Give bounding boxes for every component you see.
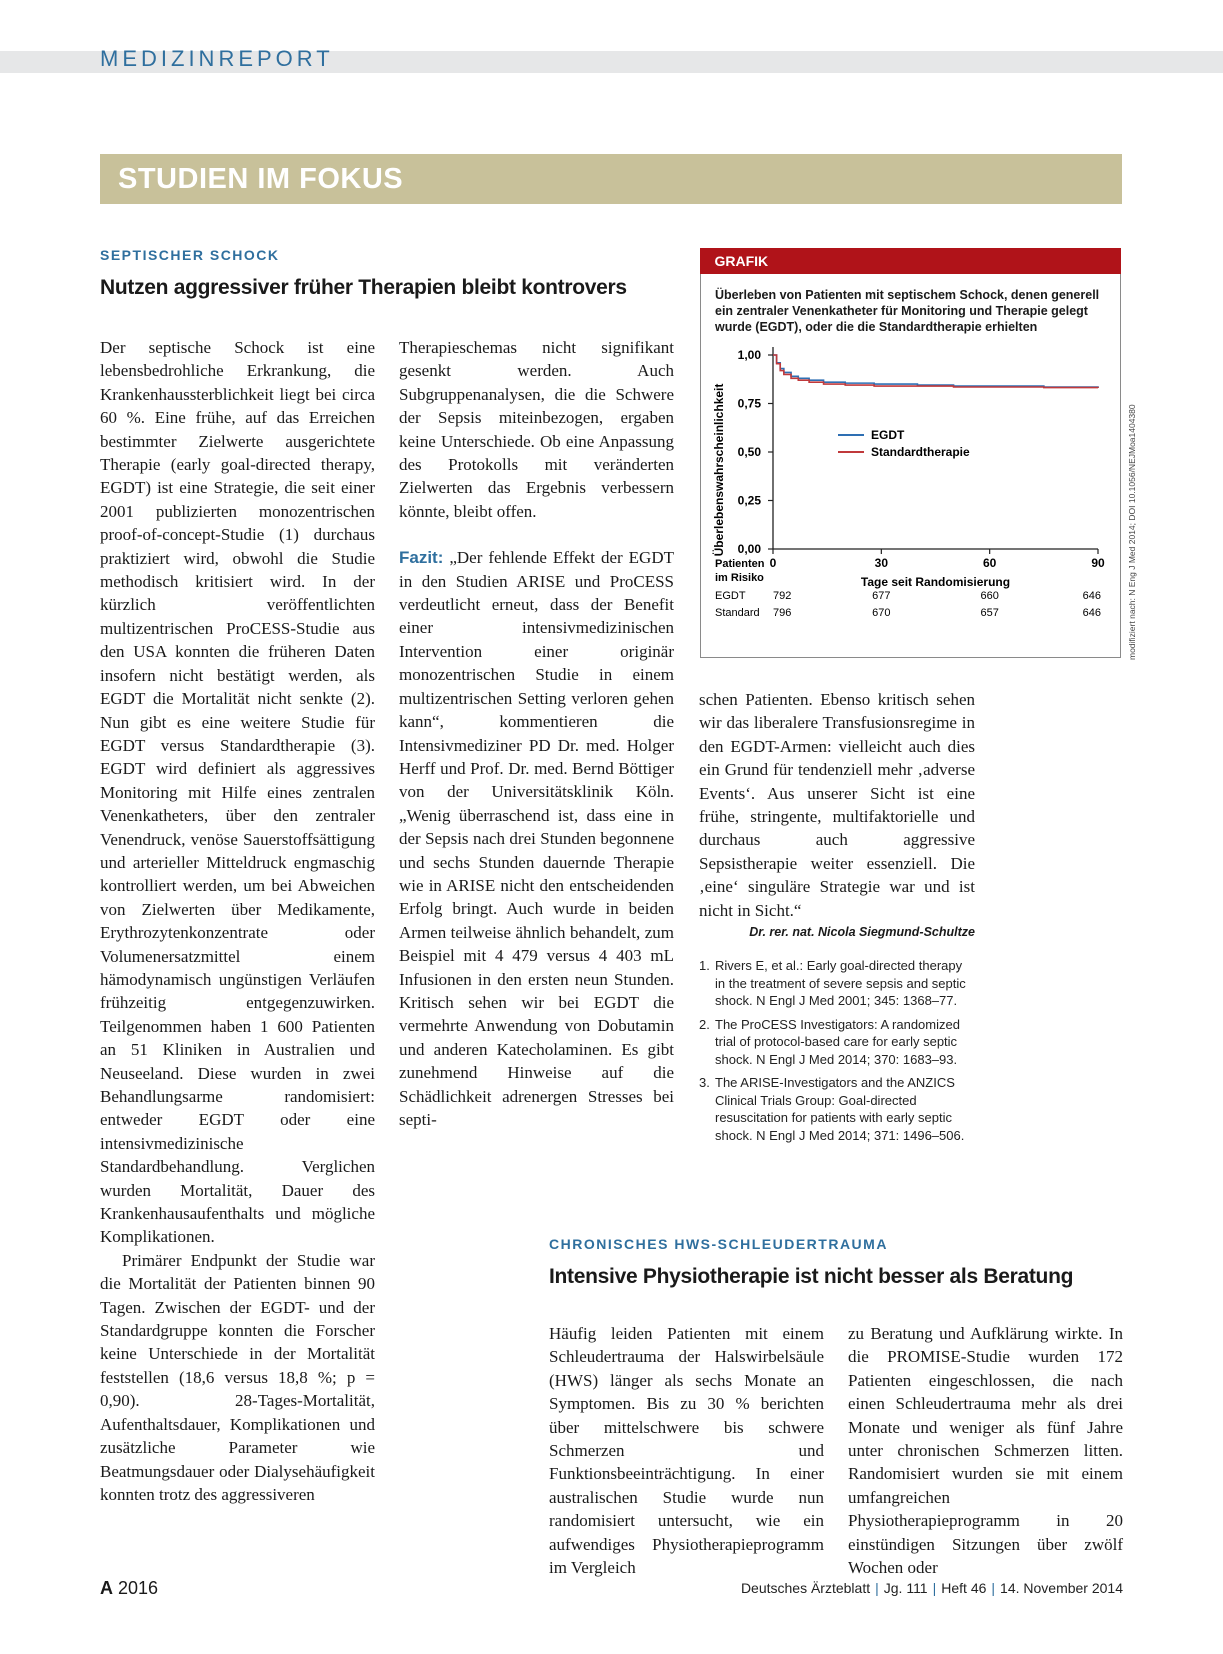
article1-paragraph: Primärer Endpunkt der Studie war die Mortalität der Patienten binnen 90 Tagen. Zwischen der EGDT- und der Standardgruppe konnten die Forscher keine Unterschiede in der Mortalität feststellen (18,6 versus 18,8 %; p = 0,90). 28-Tages-Mortalität, Aufenthaltsdauer, Komplikationen und zusätzliche Parameter wie Beatmungsdauer oder Dialysehäufigkeit konnten trotz des aggressiveren: [100, 1250, 375, 1504]
article1-kicker: SEPTISCHER SCHOCK: [100, 247, 280, 263]
date: 14. November 2014: [1000, 1580, 1123, 1596]
article1-paragraph: schen Patienten. Ebenso kritisch sehen wir das liberalere Transfusionsregime in den EGDT-Armen: vielleicht auch dies ein Grund für tendenziell mehr ‚adverse Events‘. Aus unserer Sicht ist eine frühe, stringente, multifaktorielle und durchaus auch aggressive Sepsistherapie weiter essenziell. Die ‚eine‘ singuläre Strategie war und ist nicht in Sicht.“: [699, 690, 975, 920]
x-tick-label: 60: [982, 556, 997, 570]
y-axis-label: Überlebenswahrscheinlichkeit: [712, 383, 726, 557]
y-tick-label: 0,50: [737, 445, 761, 459]
article2-kicker: CHRONISCHES HWS-SCHLEUDERTRAUMA: [549, 1236, 888, 1252]
risk-row-label: Standard: [715, 607, 760, 619]
article2-headline: Intensive Physiotherapie ist nicht besser als Beratung: [549, 1265, 1074, 1288]
risk-value: 657: [980, 607, 999, 619]
article1-headline: Nutzen aggressiver früher Therapien bleibt kontrovers: [100, 276, 627, 299]
article2-paragraph: zu Beratung und Aufklärung wirkte. In die PROMISE-Studie wurden 172 Patienten eingeschlossen, die nach einen Schleudertrauma mehr als drei Monate und weniger als fünf Jahre unter chronischen Schmerzen litten. Randomisiert wurden sie mit einem umfangreichen Physiotherapieprogramm in 20 einstündigen Sitzungen über zwölf Wochen oder: [848, 1324, 1123, 1578]
risk-table-title: Patienten: [715, 558, 765, 570]
reference-number: 2.: [699, 1016, 710, 1032]
section-label: MEDIZINREPORT: [100, 46, 334, 71]
author: Dr. rer. nat. Nicola Siegmund-Schultze: [749, 925, 975, 940]
reference-text: Rivers E, et al.: Early goal-directed therapy in the treatment of severe sepsis and septic shock. N Engl J Med 2001; 345: 1368–77.: [715, 958, 966, 1009]
grafik-credit: modifiziert nach: N Eng J Med 2014; DOI 10.1056/NEJMoa1404380: [1127, 404, 1137, 660]
legend-label: Standardtherapie: [871, 445, 970, 459]
risk-value: 670: [872, 607, 891, 619]
risk-value: 792: [773, 590, 792, 602]
issue: Heft 46: [941, 1580, 987, 1596]
article1-paragraph: Therapieschemas nicht signifikant gesenkt werden. Auch Subgruppenanalysen, die die Schwere der Sepsis miteinbezogen, ergaben keine Unterschiede. Ob eine Anpassung des Protokolls mit veränderten Zielwerten das Ergebnis verbessern könnte, bleibt offen.: [399, 338, 674, 521]
grafik-box: [700, 248, 1121, 658]
x-tick-label: 90: [1091, 556, 1105, 570]
risk-row-label: EGDT: [715, 590, 746, 602]
y-tick-label: 0,75: [737, 396, 761, 411]
page-number: [100, 1578, 158, 1599]
page-number-value: 2016: [118, 1578, 159, 1598]
reference-item: [699, 957, 975, 1010]
footer-info: Deutsches Ärzteblatt | Jg. 111 | Heft 46 | 14. November 2014: [740, 1580, 1123, 1596]
risk-value: 796: [773, 607, 792, 619]
x-axis-label: Tage seit Randomisierung: [860, 575, 1011, 589]
article2-column-2: [848, 1322, 1123, 1579]
article1-fazit-paragraph: [399, 546, 674, 1131]
grafik-header: GRAFIK: [700, 248, 1121, 274]
volume: Jg. 111: [883, 1580, 928, 1596]
article2-column-1: [549, 1322, 824, 1579]
banner: [100, 154, 1122, 204]
x-tick-label: 0: [769, 556, 777, 570]
reference-item: [699, 1074, 975, 1144]
y-tick-label: 1,00: [737, 348, 761, 362]
article1-column-1: [100, 336, 375, 1506]
series-line-standardtherapie: [773, 355, 1098, 388]
risk-value: 677: [872, 590, 891, 602]
article1-column-2: [399, 336, 674, 1131]
page-prefix: A: [100, 1578, 113, 1598]
y-tick-label: 0,00: [737, 542, 761, 556]
article1-column-3: [699, 688, 975, 1150]
fazit-label: Fazit:: [399, 548, 444, 568]
legend-label: EGDT: [871, 428, 905, 442]
y-tick-label: 0,25: [737, 493, 761, 508]
reference-number: 1.: [699, 958, 710, 974]
x-tick-label: 30: [874, 556, 889, 570]
references-list: [699, 957, 975, 1144]
reference-number: 3.: [699, 1075, 710, 1091]
banner-title: STUDIEN IM FOKUS: [118, 163, 404, 195]
reference-text: The ProCESS Investigators: A randomized trial of protocol-based care for early septic shock. N Engl J Med 2014; 370: 1683–93.: [715, 1016, 960, 1067]
survival-chart: [701, 249, 1122, 659]
journal-name: Deutsches Ärzteblatt: [740, 1580, 871, 1596]
grafik-title: Überleben von Patienten mit septischem Schock, denen generell ein zentraler Venenkatheter für Monitoring und Therapie gelegt wurde (EGDT), oder die die Standardtherapie erhielten: [715, 288, 1100, 334]
risk-table-title: im Risiko: [715, 572, 764, 584]
series-line-egdt: [773, 355, 1098, 388]
reference-item: [699, 1016, 975, 1069]
article1-paragraph: Der septische Schock ist eine lebensbedrohliche Erkrankung, die Krankenhaussterblichkeit liegt bei circa 60 %. Eine frühe, auf das Erreichen bestimmter Zielwerte ausgerichtete Therapie (early goal-directed therapy, EGDT) ist eine Strategie, die seit einer 2001 publizierten monozentrischen proof-of-concept-Studie (1) durchaus praktiziert wird, obwohl die Studie methodisch kritisiert wird. In der kürzlich veröffentlichten multizentrischen ProCESS-Studie aus den USA konnten die früheren Daten insofern nicht bestätigt werden, als EGDT die Mortalität nicht senkte (2). Nun gibt es eine weitere Studie für EGDT versus Standardtherapie (3). EGDT wird definiert als aggressives Monitoring mit Hilfe eines zentralen Venenkatheters, über den zentraler Venendruck, venöse Sauerstoffsättigung und arterieller Mitteldruck engmaschig kontrolliert werden, um bei Abweichen von Zielwerten über Medikamente, Erythrozytenkonzentrate oder Volumenersatzmittel einem hämodynamisch ungünstigen Verläufen frühzeitig entgegenzuwirken. Teilgenommen haben 1 600 Patienten an 51 Kliniken in Australien und Neuseeland. Diese wurden in zwei Behandlungsarme randomisiert: entweder EGDT oder eine intensivmedizinische Standardbehandlung. Verglichen wurden Mortalität, Dauer des Krankenhausaufenthalts und mögliche Komplikationen.: [100, 338, 375, 1247]
risk-value: 646: [1082, 590, 1101, 602]
fazit-text: „Der fehlende Effekt der EGDT in den Studien ARISE und ProCESS verdeutlicht erneut, dass der Benefit einer intensivmedizinischen Intervention einer originär monozentrischen Studie in einem multizentrischen Setting verloren gehen kann“, kommentieren die Intensivmediziner PD Dr. med. Holger Herff und Prof. Dr. med. Bernd Böttiger von der Universitätsklinik Köln. „Wenig überraschend ist, dass eine in der Sepsis nach drei Stunden begonnene und sechs Stunden dauernde Therapie wie in ARISE nicht den entscheidenden Erfolg bringt. Auch wurde in beiden Armen teilweise ähnlich behandelt, zum Beispiel mit 4 479 versus 4 403 mL Infusionen in den ersten neun Stunden. Kritisch sehen wir bei EGDT die vermehrte Anwendung von Dobutamin und anderen Katecholaminen. Es gibt zunehmend Hinweise auf die Schädlichkeit adrenergen Stresses bei septi-: [399, 548, 674, 1129]
article2-paragraph: Häufig leiden Patienten mit einem Schleudertrauma der Halswirbelsäule (HWS) länger als sechs Monate an Symptomen. Bis zu 30 % berichten über mittelschwere bis schwere Schmerzen und Funktionsbeeinträchtigung. In einer australischen Studie wurde nun randomisiert untersucht, wie ein aufwendiges Physiotherapieprogramm im Vergleich: [549, 1324, 824, 1578]
risk-value: 660: [980, 590, 999, 602]
reference-text: The ARISE-Investigators and the ANZICS Clinical Trials Group: Goal-directed resuscitation for patients with early septic shock. N Engl J Med 2014; 371: 1496–506.: [715, 1075, 965, 1143]
risk-value: 646: [1082, 607, 1101, 619]
